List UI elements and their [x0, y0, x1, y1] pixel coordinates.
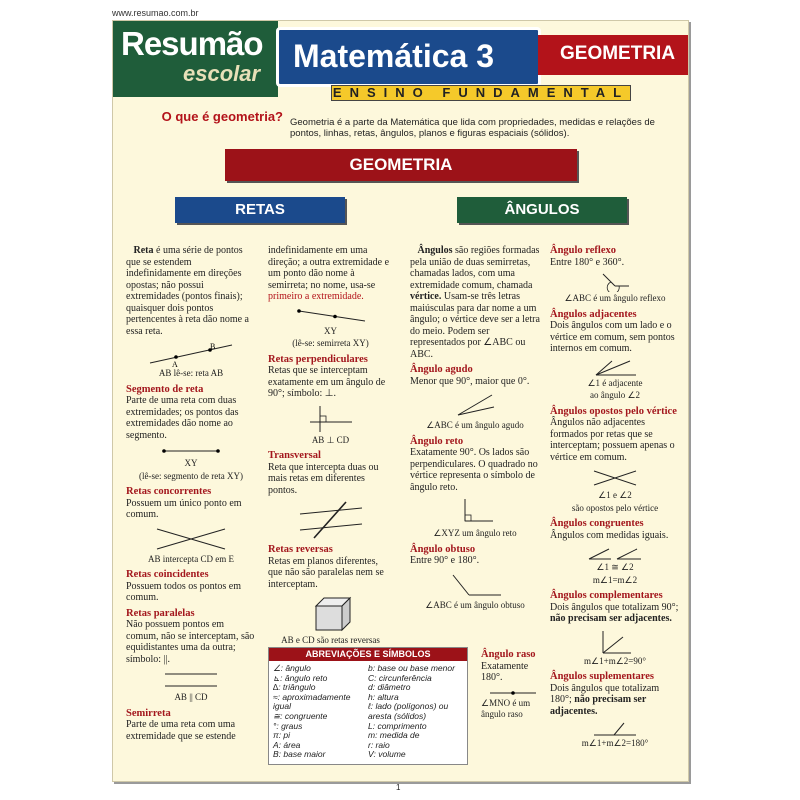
semirreta-continued: indefinidamente em uma direção; a outra extremidade e um ponto dão nome à semirreta; no nome, usa-se primeiro a extremidade.	[268, 245, 390, 302]
obtuso-caption: ∠ABC é um ângulo obtuso	[425, 599, 525, 610]
raso-text: Exatamente 180°.	[481, 660, 529, 683]
line-ab-figure	[146, 341, 236, 367]
perpendiculares-heading: Retas perpendiculares	[268, 353, 368, 365]
geometria-banner: GEOMETRIA	[225, 149, 577, 181]
opostos-text: Ângulos não adjacentes formados por retas que se interceptam; possuem apenas o vértice em comum.	[550, 417, 675, 463]
column-3	[410, 245, 540, 611]
abbreviations-box	[268, 647, 468, 765]
level-label: ENSINO FUNDAMENTAL	[332, 85, 630, 100]
paralelas-caption: AB || CD	[174, 692, 208, 702]
congruent-angles-figure	[585, 545, 645, 561]
column-2	[268, 245, 393, 647]
abbreviations-title: ABREVIAÇÕES E SÍMBOLOS	[269, 648, 467, 661]
agudo-heading: Ângulo agudo	[410, 364, 473, 375]
abbr-item: C: circunferência	[368, 672, 432, 683]
abbr-item: °: graus	[273, 720, 303, 731]
raso-block	[481, 649, 545, 721]
reflex-angle-figure	[595, 272, 635, 292]
logo-escolar: escolar	[183, 61, 261, 86]
angulos-term: Ângulos	[417, 245, 453, 256]
semirreta-caption-name: XY	[324, 325, 337, 336]
segmento-caption-name: XY	[184, 458, 198, 468]
congruentes-caption-1: ∠1 ≅ ∠2	[596, 562, 634, 572]
subject-box	[538, 35, 689, 75]
study-sheet	[112, 20, 689, 782]
abbr-item: ≅: congruente	[273, 710, 328, 721]
straight-angle-figure	[488, 688, 538, 698]
column-1	[126, 245, 256, 742]
segment-xy-figure	[156, 445, 226, 457]
adjacent-angles-figure	[590, 359, 640, 377]
angulos-section-header: ÂNGULOS	[457, 197, 627, 223]
abbr-item: ⊾: ângulo reto	[273, 672, 328, 683]
congruentes-text: Ângulos com medidas iguais.	[550, 529, 669, 541]
abbr-item: d: diâmetro	[368, 682, 411, 693]
semirreta-heading: Semirreta	[126, 707, 171, 719]
adjacentes-caption-2: ao ângulo ∠2	[589, 390, 641, 400]
concorrentes-caption: AB intercepta CD em E	[148, 553, 234, 564]
congruentes-caption-2: m∠1=m∠2	[592, 574, 638, 585]
svg-text:B: B	[210, 342, 216, 351]
reversas-text: Retas em planos diferentes, que não são paralelas nem se interceptam.	[268, 555, 384, 590]
abbr-item: ∆: triângulo	[273, 682, 316, 693]
page-title: Matemática 3	[293, 38, 494, 74]
reta-caption: AB lê-se: reta AB	[158, 368, 224, 378]
subject-label: GEOMETRIA	[560, 43, 676, 64]
concorrentes-text: Possuem um único ponto em comum.	[126, 497, 242, 520]
site-url: www.resumao.com.br	[112, 8, 199, 18]
ray-xy-figure	[291, 307, 371, 325]
segmento-heading: Segmento de reta	[126, 383, 204, 395]
abbr-item: ℓ: lado (polígonos) ou aresta (sólidos)	[368, 701, 449, 721]
intersecting-lines-figure	[151, 525, 231, 553]
raso-heading: Ângulo raso	[481, 649, 536, 660]
paralelas-heading: Retas paralelas	[126, 607, 195, 619]
title-box	[276, 27, 541, 87]
reta-definition: Reta é uma série de pontos que se estendem indefinidamente em direções opostas; não possui extremidades (pontos finais); quaisquer dois pontos pertencentes à reta dão nome a essa reta.	[126, 245, 249, 337]
skew-lines-figure	[306, 594, 356, 634]
semirreta-text: Parte de uma reta com uma extremidade que se estende	[126, 719, 236, 742]
complementary-angles-figure	[595, 629, 635, 655]
adjacentes-heading: Ângulos adjacentes	[550, 308, 637, 320]
complementares-caption: m∠1+m∠2=90°	[584, 655, 646, 666]
parallel-lines-figure	[161, 669, 221, 691]
opostos-caption-1: ∠1 e ∠2	[598, 490, 632, 500]
reflexo-text: Entre 180° e 360°.	[550, 256, 625, 268]
suplementares-caption: m∠1+m∠2=180°	[581, 738, 649, 748]
reversas-heading: Retas reversas	[268, 544, 333, 555]
semirreta-caption: (lê-se: semirreta XY)	[292, 338, 369, 348]
retas-section-header: RETAS	[175, 197, 345, 223]
raso-caption: ∠MNO é um ângulo raso	[481, 697, 531, 719]
abbr-item: π: pi	[273, 730, 291, 741]
reto-text: Exatamente 90°. Os lados são perpendiculares. O quadrado no vértice representa o símbolo de ângulo reto.	[410, 447, 538, 493]
abbr-item: m: medida de	[368, 730, 420, 741]
logo-resumao: Resumão	[121, 25, 263, 62]
abbr-item: r: raio	[368, 739, 390, 750]
abbr-item: ∠: ângulo	[273, 663, 311, 673]
svg-text:A: A	[172, 360, 178, 367]
coincidentes-text: Possuem todos os pontos em comum.	[126, 580, 242, 603]
congruentes-heading: Ângulos congruentes	[550, 518, 644, 529]
paralelas-text: Não possuem pontos em comum, não se interceptam, são equidistantes uma da outra; símbolo: ||.	[126, 619, 255, 665]
opostos-caption-2: são opostos pelo vértice	[571, 502, 659, 513]
reto-heading: Ângulo reto	[410, 435, 464, 447]
reversas-caption: AB e CD são retas reversas	[281, 635, 380, 645]
complementares-text: Dois ângulos que totalizam 90°; não precisam ser adjacentes.	[550, 601, 679, 624]
column-4	[550, 245, 680, 750]
obtuse-angle-figure	[445, 571, 505, 599]
abbr-item: b: base ou base menor	[368, 663, 455, 673]
intro-text: Geometria é a parte da Matemática que lida com propriedades, medidas e relações de pontos, linhas, retas, ângulos, planos e figuras espaciais (sólidos).	[290, 117, 655, 139]
suplementares-heading: Ângulos suplementares	[550, 671, 654, 682]
vertice-term: vértice.	[410, 291, 442, 302]
segmento-text: Parte de uma reta com duas extremidades; os pontos das extremidades dão nome ao segmento.	[126, 395, 239, 441]
transversal-heading: Transversal	[268, 450, 321, 461]
reflexo-heading: Ângulo reflexo	[550, 245, 617, 256]
coincidentes-heading: Retas coincidentes	[126, 569, 209, 580]
acute-angle-figure	[450, 391, 500, 419]
abbreviations-left	[273, 664, 368, 760]
question-heading: O que é geometria?	[161, 109, 283, 124]
page-number: 1	[396, 783, 401, 792]
opostos-heading: Ângulos opostos pelo vértice	[550, 405, 677, 417]
abbreviations-right	[368, 664, 463, 760]
reta-term: Reta	[133, 245, 154, 256]
transversal-text: Reta que intercepta duas ou mais retas em diferentes pontos.	[268, 461, 379, 496]
abbr-item: ≈: aproximadamente igual	[273, 691, 351, 712]
vertical-angles-figure	[590, 467, 640, 489]
abbr-item: B: base maior	[273, 749, 326, 760]
obtuso-text: Entre 90° e 180°.	[410, 555, 480, 566]
segmento-caption: (lê-se: segmento de reta XY)	[139, 470, 243, 481]
agudo-text: Menor que 90°, maior que 0°.	[410, 375, 530, 387]
perpendicular-lines-figure	[306, 404, 356, 434]
agudo-caption: ∠ABC é um ângulo agudo	[426, 420, 524, 430]
reto-caption: ∠XYZ um ângulo reto	[433, 528, 517, 538]
adjacentes-caption-1: ∠1 é adjacente	[587, 377, 643, 388]
right-angle-figure	[453, 497, 497, 527]
abbr-item: V: volume	[368, 749, 406, 760]
supplementary-angles-figure	[590, 721, 640, 737]
concorrentes-heading: Retas concorrentes	[126, 486, 212, 497]
abbr-item: L: comprimento	[368, 720, 427, 731]
angulos-definition: Ângulos são regiões formadas pela união de duas semirretas, chamadas lados, com uma extremidade comum, chamada vértice. Usam-se três letras maiúsculas para dar nome a um ângulo; o vértice deve ser a letra do meio. Podem ser representados por ∠ABC ou ABC.	[410, 245, 540, 360]
reflexo-caption: ∠ABC é um ângulo reflexo	[564, 293, 666, 303]
resumao-logo	[113, 21, 278, 97]
perpendiculares-text: Retas que se interceptam exatamente em um ângulo de 90°; símbolo: ⊥.	[268, 365, 386, 399]
complementares-heading: Ângulos complementares	[550, 590, 663, 601]
adjacentes-text: Dois ângulos com um lado e o vértice em comum, sem pontos internos em comum.	[550, 320, 675, 354]
transversal-figure	[296, 500, 366, 540]
suplementares-text: Dois ângulos que totalizam 180°; não precisam ser adjacentes.	[550, 682, 660, 717]
perpendiculares-caption: AB ⊥ CD	[311, 434, 350, 445]
obtuso-heading: Ângulo obtuso	[410, 543, 476, 555]
abbr-item: h: altura	[368, 691, 399, 702]
abbr-item: A: área	[273, 739, 301, 750]
